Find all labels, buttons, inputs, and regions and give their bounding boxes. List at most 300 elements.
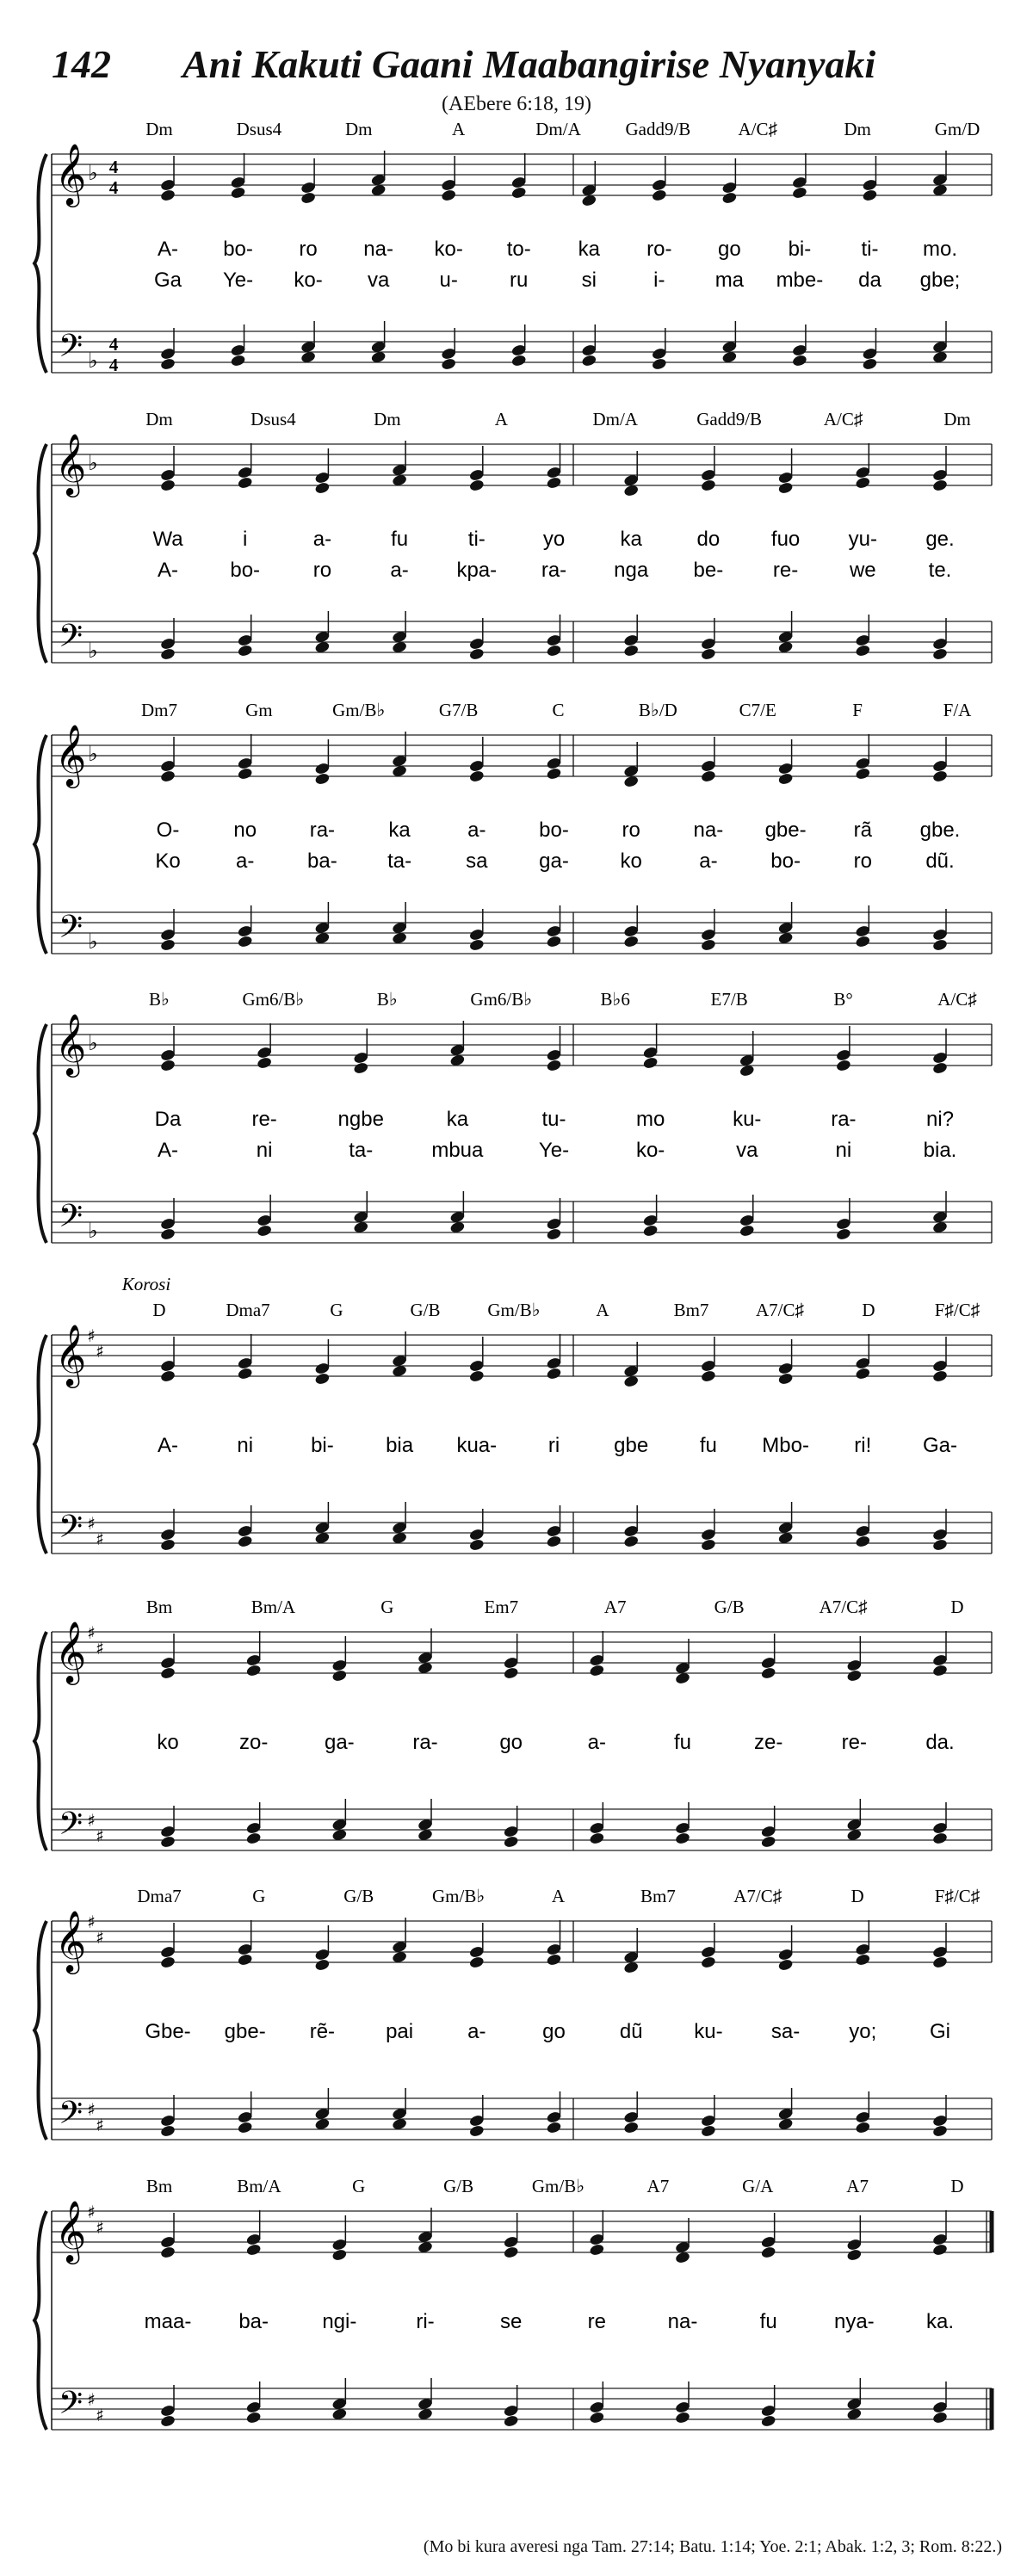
treble-note: [651, 188, 667, 202]
treble-note: [855, 476, 871, 490]
lyric-syllable: ni?: [925, 1108, 955, 1131]
lyric-syllable: Mbo-: [762, 1434, 809, 1457]
lyric-syllable: i-: [653, 269, 665, 292]
treble-note: [331, 1669, 348, 1683]
lyric-syllable: yo: [542, 528, 566, 551]
lyric-syllable: Gi: [930, 2020, 950, 2043]
chord-symbol: D: [950, 2176, 964, 2196]
lyric-syllable: fu: [699, 1434, 717, 1457]
key-sharp: ♯: [87, 1325, 96, 1346]
lyric-syllable: do: [696, 528, 721, 551]
lyric-syllable: va: [736, 1139, 758, 1162]
chord-symbol: A/C♯: [937, 989, 977, 1010]
chord-symbol: D: [950, 1597, 964, 1617]
lyric-syllable: da.: [925, 1731, 955, 1754]
lyric-syllable: rã: [853, 819, 872, 842]
chord-symbol: F♯/C♯: [934, 1886, 980, 1906]
chord-symbol: Gm/B♭: [531, 2176, 585, 2196]
bass-note: [855, 644, 871, 658]
treble-note: [160, 1666, 176, 1680]
lyric-syllable: ra-: [541, 559, 567, 582]
treble-note: [237, 476, 253, 490]
lyric-syllable: Ga: [153, 269, 182, 292]
lyric-syllable: re: [587, 2310, 607, 2333]
scripture-reference: (AEbere 6:18, 19): [442, 93, 591, 115]
treble-note: [468, 1955, 485, 1969]
treble-note: [160, 479, 176, 492]
key-sharp: ♯: [96, 1529, 104, 1549]
treble-note: [160, 1955, 176, 1969]
lyric-syllable: Wa: [152, 528, 183, 551]
treble-note: [353, 1061, 369, 1075]
treble-note: [777, 772, 794, 786]
key-flat: ♭: [88, 1219, 98, 1243]
bass-note: [589, 1832, 605, 1845]
lyric-syllable: ka: [446, 1108, 469, 1131]
bass-clef: 𝄢: [58, 1198, 84, 1242]
chord-symbol: B°: [833, 989, 853, 1010]
bass-note: [546, 2121, 562, 2134]
chord-symbol: Dsus4: [251, 409, 296, 429]
bass-clef: 𝄢: [58, 909, 84, 953]
bass-note: [651, 357, 667, 371]
treble-clef: 𝄞: [54, 1620, 87, 1683]
treble-clef: 𝄞: [54, 723, 87, 786]
treble-note: [314, 481, 331, 495]
bass-note: [623, 644, 640, 658]
bass-note: [237, 1535, 253, 1548]
treble-note: [792, 186, 808, 200]
chord-symbol: G/A: [742, 2176, 774, 2196]
brace: [34, 1921, 46, 2140]
lyric-syllable: ku-: [733, 1108, 762, 1131]
lyric-syllable: bia: [386, 1434, 414, 1457]
treble-note: [331, 2248, 348, 2262]
treble-clef: 𝄞: [54, 1323, 87, 1386]
treble-note: [777, 1958, 794, 1972]
key-sharp: ♯: [87, 2389, 96, 2410]
brace: [34, 1632, 46, 1850]
lyric-syllable: u-: [439, 269, 458, 292]
bass-note: [932, 1832, 949, 1845]
lyric-syllable: sa-: [770, 2020, 801, 2043]
hymn-title: Ani Kakuti Gaani Maabangirise Nyanyaki: [182, 42, 876, 86]
brace: [34, 1335, 46, 1554]
lyric-syllable: bo-: [230, 559, 261, 582]
lyric-syllable: mo.: [922, 238, 958, 261]
bass-note: [932, 647, 949, 661]
lyric-syllable: A-: [158, 1139, 178, 1162]
lyric-syllable: pai: [386, 2020, 414, 2043]
lyric-syllable: ka: [388, 819, 411, 842]
treble-note: [777, 1372, 794, 1386]
treble-note: [589, 2243, 605, 2257]
lyric-syllable: gbe-: [764, 819, 807, 842]
key-sharp: ♯: [96, 2217, 104, 2238]
lyric-syllable: be-: [693, 559, 724, 582]
lyric-syllable: ra-: [309, 819, 336, 842]
treble-note: [314, 1372, 331, 1386]
lyric-syllable: da: [858, 269, 881, 292]
treble-note: [160, 188, 176, 202]
chord-symbol: Bm: [145, 2176, 173, 2196]
time-signature: 4: [108, 334, 119, 355]
chord-symbol: Dm: [145, 409, 173, 429]
lyric-syllable: mbua: [431, 1139, 484, 1162]
lyric-syllable: ba-: [307, 849, 337, 873]
lyric-syllable: ni: [256, 1139, 273, 1162]
chord-symbol: Dm/A: [592, 409, 638, 429]
lyric-syllable: ko: [620, 849, 642, 873]
treble-note: [862, 188, 878, 202]
treble-note: [546, 1059, 562, 1072]
section-label: Korosi: [121, 1274, 171, 1294]
bass-note: [160, 357, 176, 371]
treble-note: [257, 1056, 273, 1070]
chord-symbol: B♭: [376, 989, 398, 1010]
treble-note: [932, 1955, 949, 1969]
treble-note: [932, 1369, 949, 1383]
lyric-syllable: bia.: [923, 1139, 957, 1162]
treble-note: [237, 1953, 253, 1967]
key-flat: ♭: [88, 742, 98, 766]
bass-note: [932, 2124, 949, 2138]
bass-note: [468, 647, 485, 661]
chord-symbol: Dm: [844, 119, 871, 139]
lyric-syllable: fu: [673, 1731, 692, 1754]
key-sharp: ♯: [87, 2099, 96, 2120]
lyric-syllable: ri-: [416, 2310, 435, 2333]
lyric-syllable: i: [243, 528, 248, 551]
chord-symbol: D: [862, 1300, 875, 1320]
chord-symbol: A/C♯: [823, 409, 863, 429]
chord-symbol: Dm: [345, 119, 373, 139]
lyric-syllable: ri!: [854, 1434, 872, 1457]
lyric-syllable: se: [499, 2310, 523, 2333]
bass-note: [441, 357, 457, 371]
treble-note: [468, 1369, 485, 1383]
lyric-syllable: go: [542, 2020, 566, 2043]
chord-symbol: Gm: [245, 700, 273, 720]
lyric-syllable: na-: [693, 819, 724, 842]
lyric-syllable: bi-: [788, 238, 812, 261]
lyric-syllable: ngbe: [337, 1108, 384, 1131]
treble-note: [314, 772, 331, 786]
treble-note: [237, 1367, 253, 1381]
chord-symbol: Dm: [145, 119, 173, 139]
bass-note: [245, 1832, 262, 1845]
bass-note: [160, 1835, 176, 1849]
treble-note: [721, 191, 738, 205]
chord-symbol: Dm7: [141, 700, 177, 720]
bass-note: [623, 1535, 640, 1548]
lyric-syllable: re-: [772, 559, 799, 582]
treble-note: [846, 2248, 863, 2262]
bass-note: [160, 1227, 176, 1241]
bass-note: [546, 935, 562, 948]
lyric-syllable: fuo: [770, 528, 801, 551]
treble-note: [160, 1369, 176, 1383]
lyric-syllable: a-: [390, 559, 409, 582]
lyric-syllable: A-: [158, 559, 178, 582]
lyric-syllable: te.: [928, 559, 952, 582]
bass-note: [581, 354, 597, 368]
bass-clef: 𝄢: [58, 1509, 84, 1553]
key-sharp: ♯: [87, 1622, 96, 1643]
lyric-syllable: to-: [506, 238, 531, 261]
treble-note: [160, 2246, 176, 2259]
treble-note: [468, 479, 485, 492]
chord-symbol: G: [380, 1597, 394, 1617]
hymn-number: 142: [52, 42, 111, 86]
time-signature: 4: [108, 355, 119, 375]
treble-note: [760, 2246, 776, 2259]
bass-note: [245, 2411, 262, 2425]
key-sharp: ♯: [96, 2405, 104, 2425]
lyric-syllable: ro: [299, 238, 318, 261]
bass-note: [503, 1835, 519, 1849]
key-flat: ♭: [88, 639, 98, 663]
bass-note: [623, 935, 640, 948]
bass-note: [160, 2414, 176, 2428]
lyric-syllable: ti-: [861, 238, 879, 261]
bass-note: [835, 1227, 851, 1241]
lyric-syllable: gbe;: [919, 269, 961, 292]
lyric-syllable: ru: [510, 269, 529, 292]
brace: [34, 1024, 46, 1243]
chord-symbol: Bm/A: [237, 2176, 281, 2196]
lyric-syllable: si: [581, 269, 597, 292]
chord-symbol: B♭/D: [638, 700, 677, 720]
chord-symbol: G/B: [343, 1886, 374, 1906]
lyric-syllable: ko-: [294, 269, 323, 292]
lyric-syllable: Ye-: [538, 1139, 570, 1162]
lyric-syllable: Gbe-: [145, 2020, 191, 2043]
lyric-syllable: Ga-: [922, 1434, 958, 1457]
lyric-syllable: ro: [853, 849, 872, 873]
time-signature: 4: [108, 157, 119, 177]
lyric-syllable: ka: [578, 238, 600, 261]
lyric-syllable: ga-: [324, 1731, 355, 1754]
bass-note: [546, 644, 562, 658]
chord-symbol: A: [596, 1300, 609, 1320]
chord-symbol: G/B: [714, 1597, 745, 1617]
bass-note: [468, 2124, 485, 2138]
treble-note: [701, 1369, 717, 1383]
bass-note: [237, 935, 253, 948]
chord-symbol: Gm6/B♭: [470, 989, 533, 1010]
bass-note: [760, 1835, 776, 1849]
bass-note: [701, 938, 717, 952]
key-sharp: ♯: [96, 1927, 104, 1948]
treble-clef: 𝄞: [54, 432, 87, 495]
chord-symbol: Dm: [943, 409, 971, 429]
lyric-syllable: yo;: [849, 2020, 877, 2043]
bass-note: [862, 357, 878, 371]
lyric-syllable: bo-: [770, 849, 801, 873]
lyric-syllable: mbe-: [776, 269, 824, 292]
lyric-syllable: kpa-: [456, 559, 498, 582]
lyric-syllable: ku-: [694, 2020, 723, 2043]
lyric-syllable: bo-: [539, 819, 569, 842]
chord-symbol: G/B: [410, 1300, 441, 1320]
key-sharp: ♯: [96, 2115, 104, 2135]
chord-symbol: Gm/D: [934, 119, 980, 139]
chord-symbol: Dma7: [137, 1886, 182, 1906]
treble-note: [701, 769, 717, 783]
lyric-syllable: zo-: [238, 1731, 269, 1754]
bass-clef: 𝄢: [58, 328, 84, 372]
chord-symbol: Bm7: [673, 1300, 709, 1320]
lyric-syllable: re-: [841, 1731, 868, 1754]
key-flat: ♭: [88, 161, 98, 185]
lyric-syllable: Ko: [155, 849, 181, 873]
lyric-syllable: ti-: [467, 528, 486, 551]
lyric-syllable: dũ.: [925, 849, 955, 873]
lyric-syllable: va: [367, 269, 390, 292]
bass-note: [855, 1535, 871, 1548]
bass-note: [760, 2414, 776, 2428]
key-flat: ♭: [88, 451, 98, 475]
chord-symbol: D: [851, 1886, 864, 1906]
bass-note: [468, 938, 485, 952]
chord-symbol: Bm: [145, 1597, 173, 1617]
bass-clef: 𝄢: [58, 1806, 84, 1850]
bass-note: [675, 1832, 691, 1845]
bass-note: [701, 1538, 717, 1552]
chord-symbol: A: [551, 1886, 566, 1906]
lyric-syllable: ro-: [646, 238, 672, 261]
lyric-syllable: ro: [622, 819, 640, 842]
lyric-syllable: a-: [467, 819, 486, 842]
bass-note: [701, 2124, 717, 2138]
lyric-syllable: gbe-: [224, 2020, 266, 2043]
lyric-syllable: na-: [363, 238, 393, 261]
bass-note: [237, 644, 253, 658]
treble-note: [441, 188, 457, 202]
treble-note: [503, 2246, 519, 2259]
treble-note: [777, 481, 794, 495]
bass-note: [160, 1538, 176, 1552]
brace: [34, 444, 46, 663]
chord-symbol: B♭: [149, 989, 170, 1010]
chord-symbol: Bm/A: [251, 1597, 296, 1617]
lyric-syllable: Da: [154, 1108, 182, 1131]
lyric-syllable: O-: [156, 819, 180, 842]
chord-symbol: A: [494, 409, 508, 429]
lyric-syllable: a-: [587, 1731, 607, 1754]
chord-symbol: A7: [646, 2176, 670, 2196]
bass-clef: 𝄢: [58, 618, 84, 662]
chord-symbol: C7/E: [739, 700, 776, 720]
key-sharp: ♯: [87, 2202, 96, 2222]
lyric-syllable: ngi-: [322, 2310, 357, 2333]
lyric-syllable: fu: [391, 528, 409, 551]
chord-symbol: Gadd9/B: [696, 409, 763, 429]
bass-note: [792, 354, 808, 368]
lyric-syllable: ma: [714, 269, 745, 292]
treble-note: [855, 1953, 871, 1967]
lyric-syllable: yu-: [848, 528, 877, 551]
chord-symbol: Em7: [484, 1597, 519, 1617]
treble-note: [230, 186, 246, 200]
bass-note: [160, 938, 176, 952]
lyric-syllable: ta-: [349, 1139, 374, 1162]
bass-note: [257, 1224, 273, 1238]
treble-note: [546, 476, 562, 490]
chord-symbol: Bm7: [640, 1886, 676, 1906]
lyric-syllable: nya-: [833, 2310, 875, 2333]
chord-symbol: Dsus4: [236, 119, 282, 139]
lyric-syllable: gbe.: [919, 819, 961, 842]
key-sharp: ♯: [96, 1638, 104, 1659]
treble-note: [546, 767, 562, 781]
treble-clef: 𝄞: [54, 1012, 87, 1075]
lyric-syllable: sa: [466, 849, 488, 873]
bass-note: [855, 2121, 871, 2134]
bass-note: [546, 1535, 562, 1548]
chord-symbol: Gm/B♭: [332, 700, 386, 720]
brace: [34, 2211, 46, 2430]
bass-note: [623, 2121, 640, 2134]
lyric-syllable: maa-: [144, 2310, 192, 2333]
chord-symbol: B♭6: [600, 989, 630, 1010]
lyric-syllable: ka: [620, 528, 642, 551]
chord-symbol: G: [330, 1300, 343, 1320]
lyric-syllable: na-: [667, 2310, 698, 2333]
bass-note: [237, 2121, 253, 2134]
chord-symbol: Gm/B♭: [432, 1886, 486, 1906]
lyric-syllable: ko-: [434, 238, 463, 261]
lyric-syllable: bi-: [311, 1434, 334, 1457]
lyric-syllable: ro: [312, 559, 332, 582]
lyric-syllable: a-: [312, 528, 332, 551]
chord-symbol: F/A: [943, 700, 972, 720]
treble-note: [855, 1367, 871, 1381]
bass-note: [932, 938, 949, 952]
treble-note: [846, 1669, 863, 1683]
bass-note: [642, 1224, 659, 1238]
treble-note: [701, 479, 717, 492]
lyric-syllable: no: [233, 819, 257, 842]
lyric-syllable: we: [849, 559, 876, 582]
lyric-syllable: nga: [614, 559, 649, 582]
treble-clef: 𝄞: [54, 142, 87, 205]
treble-note: [245, 2243, 262, 2257]
lyric-syllable: dũ: [619, 2020, 643, 2043]
bass-clef: 𝄢: [58, 2385, 84, 2429]
treble-note: [245, 1664, 262, 1677]
lyric-syllable: ri: [547, 1434, 560, 1457]
chord-symbol: Gm6/B♭: [242, 989, 305, 1010]
chord-symbol: Gm/B♭: [487, 1300, 541, 1320]
treble-note: [510, 186, 527, 200]
lyric-syllable: fu: [759, 2310, 777, 2333]
treble-note: [160, 1059, 176, 1072]
chord-symbol: A/C♯: [738, 119, 778, 139]
chord-symbol: E7/B: [710, 989, 748, 1010]
bass-note: [230, 354, 246, 368]
bass-note: [701, 647, 717, 661]
lyric-syllable: ni: [835, 1139, 852, 1162]
brace: [34, 154, 46, 373]
bass-note: [503, 2414, 519, 2428]
treble-note: [468, 769, 485, 783]
lyric-syllable: a-: [699, 849, 718, 873]
key-sharp: ♯: [87, 1810, 96, 1831]
key-flat: ♭: [88, 349, 98, 373]
treble-note: [932, 479, 949, 492]
